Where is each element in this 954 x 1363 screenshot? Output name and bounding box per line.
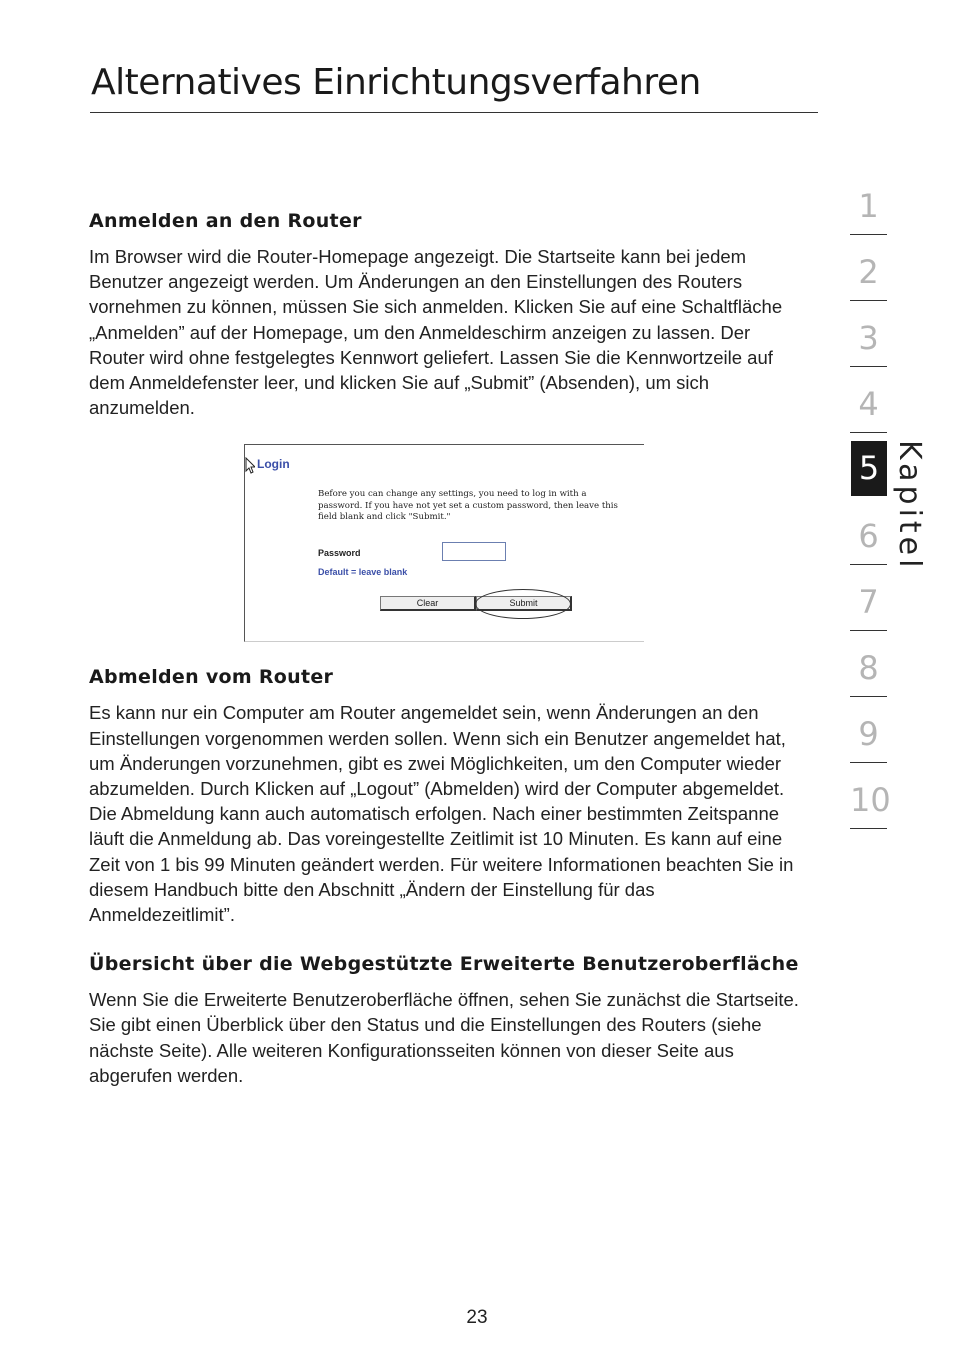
page-number: 23 xyxy=(466,1307,488,1328)
section-text-overview: Wenn Sie die Erweiterte Benutzeroberfläche öffnen, sehen Sie zunächst die Startseite. Sie gibt einen Überblick über den Status und die Einstellungen des Routers (siehe nächste Seite). Alle weiteren Konfigurationsseiten können von dieser Seite aus abgerufen werden. xyxy=(89,989,799,1086)
chapter-item[interactable]: 4 xyxy=(850,384,887,450)
page-title: Alternatives Einrichtungsverfahren xyxy=(91,62,701,103)
active-chapter-badge[interactable]: 5 xyxy=(851,441,887,496)
main-content xyxy=(89,210,799,1088)
password-label: Password xyxy=(318,548,361,559)
login-screenshot xyxy=(244,444,644,642)
login-message: Before you can change any settings, you need to log in with a password. If you have not yet set a custom password, then leave this field blank and click "Submit." xyxy=(318,489,618,523)
section-heading-logout: Abmelden vom Router xyxy=(89,666,334,689)
section-text-logout: Es kann nur ein Computer am Router angemeldet sein, wenn Änderungen an den Einstellungen vorgenommen werden sollen. Wenn sich ein Benutzer angemeldet hat, um Änderungen vorzunehmen, gibt es zwei Möglichkeiten, um den Computer wieder abzumelden. Durch Klicken auf „Logout” (Abmelden) wird der Computer abgemeldet. Die Abmeldung kann auch automatisch erfolgen. Nach einer bestimmten Zeitspanne läuft die Anmeldung ab. Das voreingestellte Zeitlimit ist 10 Minuten. Es kann auf eine Zeit von 1 bis 99 Minuten geändert werden. Für weitere Informationen beachten Sie in diesem Handbuch bitte den Abschnitt „Ändern der Einstellung für das Anmeldezeitlimit”. xyxy=(89,702,794,926)
title-divider xyxy=(90,112,818,113)
submit-highlight-circle xyxy=(475,589,571,619)
password-default-hint: Default = leave blank xyxy=(318,567,408,578)
section-heading-overview: Übersicht über die Webgestützte Erweiterte Benutzeroberfläche xyxy=(89,953,799,976)
chapter-nav xyxy=(850,186,891,846)
chapter-item[interactable]: 6 xyxy=(850,516,887,582)
section-text-login: Im Browser wird die Router-Homepage angezeigt. Die Startseite kann bei jedem Benutzer angezeigt werden. Um Änderungen an den Einstellungen des Routers vornehmen zu können, müssen Sie sich anmelden. Klicken Sie auf eine Schaltfläche „Anmelden” auf der Homepage, um den Anmeldeschirm anzeigen zu lassen. Der Router wird ohne festgelegtes Kennwort geliefert. Lassen Sie die Kennwortzeile auf dem Anmeldefenster leer, und klicken Sie auf „Submit” (Absenden), um sich anzumelden. xyxy=(89,246,783,419)
login-title: Login xyxy=(257,457,290,472)
chapter-item[interactable]: 9 xyxy=(850,714,887,780)
chapter-item[interactable]: 1 xyxy=(850,186,887,252)
chapter-label: Kapitel xyxy=(892,440,927,572)
chapter-item[interactable]: 2 xyxy=(850,252,887,318)
chapter-item[interactable]: 3 xyxy=(850,318,887,384)
chapter-item[interactable]: 7 xyxy=(850,582,887,648)
cursor-arrow-icon xyxy=(245,457,255,475)
chapter-item[interactable]: 8 xyxy=(850,648,887,714)
submit-button[interactable]: Submit xyxy=(476,596,572,611)
chapter-item[interactable]: 10 xyxy=(850,780,887,846)
clear-button[interactable]: Clear xyxy=(380,596,476,611)
password-input[interactable] xyxy=(442,542,506,561)
section-heading-login: Anmelden an den Router xyxy=(89,210,362,232)
